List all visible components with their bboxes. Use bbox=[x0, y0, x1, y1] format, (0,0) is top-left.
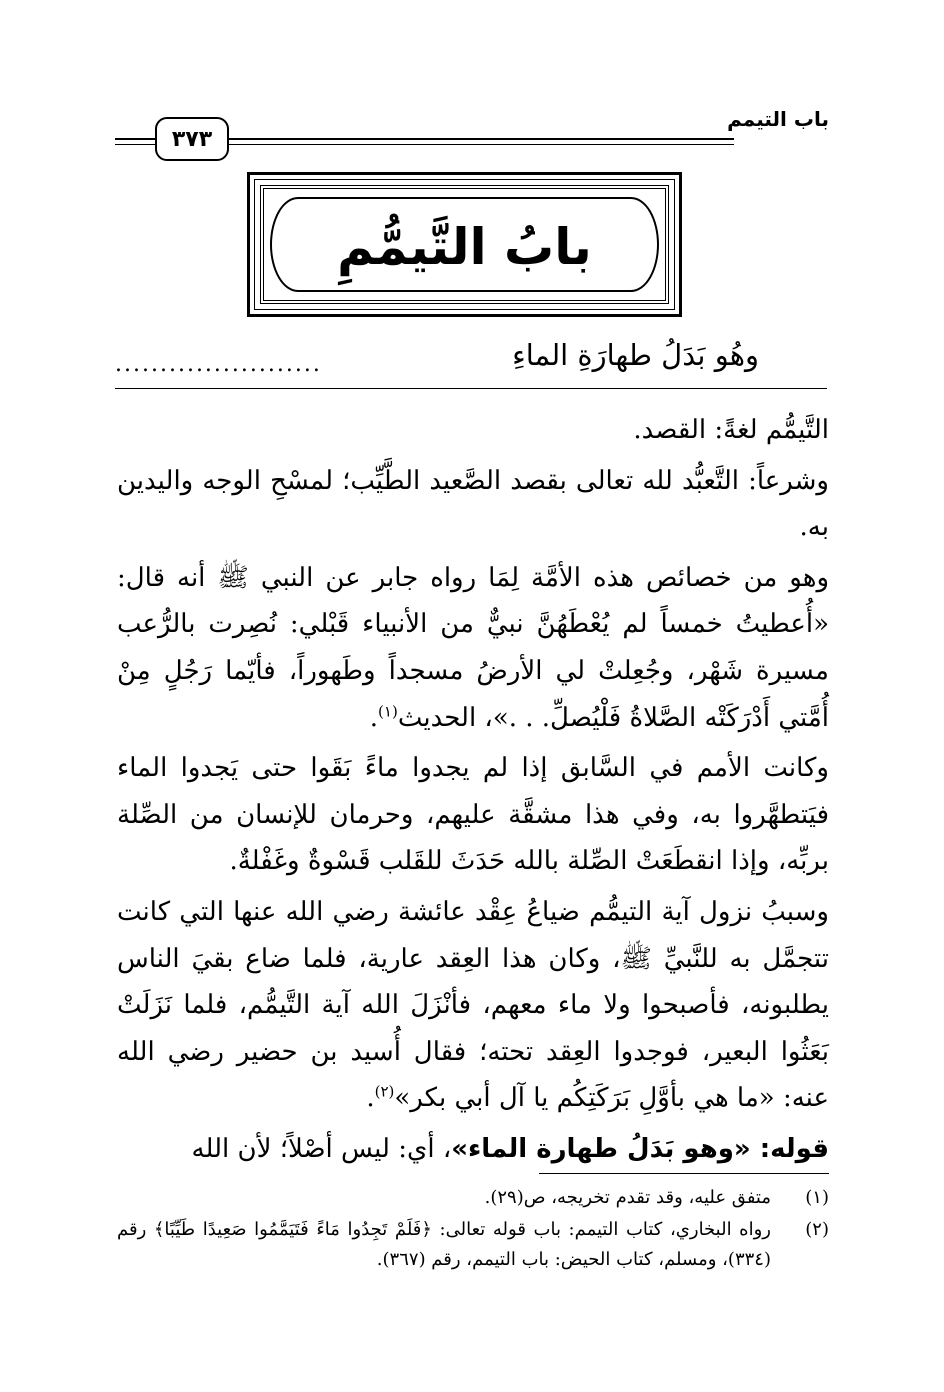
footnote-number: (٢) bbox=[805, 1219, 829, 1240]
header-rule-left-lower bbox=[115, 144, 155, 145]
matn-separator bbox=[115, 388, 827, 389]
paragraph-hadith-jabir-text: وهو من خصائص هذه الأمَّة لِمَا رواه جابر عن النبي ﷺ أنه قال: «أُعطيتُ خمساً لم يُعْطَهُنَّ نبيٌّ من الأنبياء قَبْلي: نُصِرت بالرُّعب مسيرة شَهْر، وجُعِلتْ لي الأرضُ مسجداً وطَهوراً، فأيّما رَجُلٍ مِنْ أُمَّتي أَدْرَكَتْه الصَّلاةُ فَلْيُصلِّ. . .»، الحديث bbox=[117, 562, 829, 733]
footnote-ref-1: (١) bbox=[378, 701, 398, 720]
header-rule-lower bbox=[225, 144, 734, 145]
matn-text: وهُو بَدَلُ طهارَةِ الماءِ bbox=[512, 338, 759, 372]
matn-dots: ....................... bbox=[115, 352, 322, 377]
paragraph-definition-language: التَّيمُّم لغةً: القصد. bbox=[633, 415, 829, 445]
paragraph-commentary bbox=[117, 1126, 829, 1173]
body-text bbox=[117, 407, 829, 1177]
footnote bbox=[117, 1215, 829, 1275]
chapter-title: بابُ التَّيمُّمِ bbox=[337, 218, 592, 276]
chapter-title-frame bbox=[247, 172, 682, 317]
paragraph-cause-text: وسببُ نزول آية التيمُّم ضياعُ عِقْد عائشة رضي الله عنها التي كانت تتجمَّل به للنَّبيِّ ﷺ، وكان هذا العِقد عارية، فلما ضاع بقيَ الناس يطلبونه، فأصبحوا ولا ماء معهم، فأنْزَلَ الله آية التَّيمُّم، فلما نَزَلَتْ بَعَثُوا البعير، فوجدوا العِقد تحته؛ فقال أُسيد بن حضير رضي الله عنه: «ما هي بأوَّلِ بَرَكَتِكُم يا آل أبي بكر» bbox=[117, 896, 830, 1114]
paragraph-end-mark: . bbox=[369, 702, 379, 733]
page-number: ٣٧٣ bbox=[155, 117, 229, 161]
footnote-text: رواه البخاري، كتاب التيمم: باب قوله تعالى: ﴿فَلَمْ تَجِدُوا مَاءً فَتَيَمَّمُوا صَعِيدًا طَيِّبًا﴾ رقم (٣٣٤)، ومسلم، كتاب الحيض: باب التيمم، رقم (٣٦٧). bbox=[117, 1219, 771, 1270]
commentary-lead: قوله: «وهو بَدَلُ طهارة الماء» bbox=[451, 1133, 829, 1164]
running-header-title: باب التيمم bbox=[727, 107, 829, 131]
paragraph-previous-nations: وكانت الأمم في السَّابق إذا لم يجدوا ماءً بَقَوا حتى يَجدوا الماء فيَتطهَّروا به، وفي هذا مشقَّة عليهم، وحرمان للإنسان من الصِّلة بربِّه، وإذا انقطَعَتْ الصِّلة بالله حَدَثَ للقَلب قَسْوةٌ وغَفْلةٌ. bbox=[117, 753, 829, 877]
paragraph-cause-of-revelation bbox=[117, 889, 829, 1122]
paragraph-hadith-jabir bbox=[117, 555, 829, 741]
footnote bbox=[117, 1183, 829, 1213]
commentary-text: ، أي: ليس أصْلاً؛ لأن الله bbox=[191, 1133, 452, 1164]
paragraph-end-mark: . bbox=[366, 1083, 375, 1114]
footnote-ref-2: (٢) bbox=[374, 1082, 395, 1101]
header-rule-upper bbox=[225, 138, 734, 140]
footnote-separator bbox=[539, 1173, 829, 1174]
paragraph-definition-sharia: وشرعاً: التَّعبُّد لله تعالى بقصد الصَّعيد الطَّيِّب؛ لمسْحِ الوجه واليدين به. bbox=[117, 465, 829, 543]
footnotes bbox=[117, 1183, 829, 1277]
footnote-number: (١) bbox=[805, 1187, 829, 1208]
footnote-text: متفق عليه، وقد تقدم تخريجه، ص(٢٩). bbox=[484, 1187, 771, 1208]
header-rule-left-upper bbox=[115, 138, 155, 140]
